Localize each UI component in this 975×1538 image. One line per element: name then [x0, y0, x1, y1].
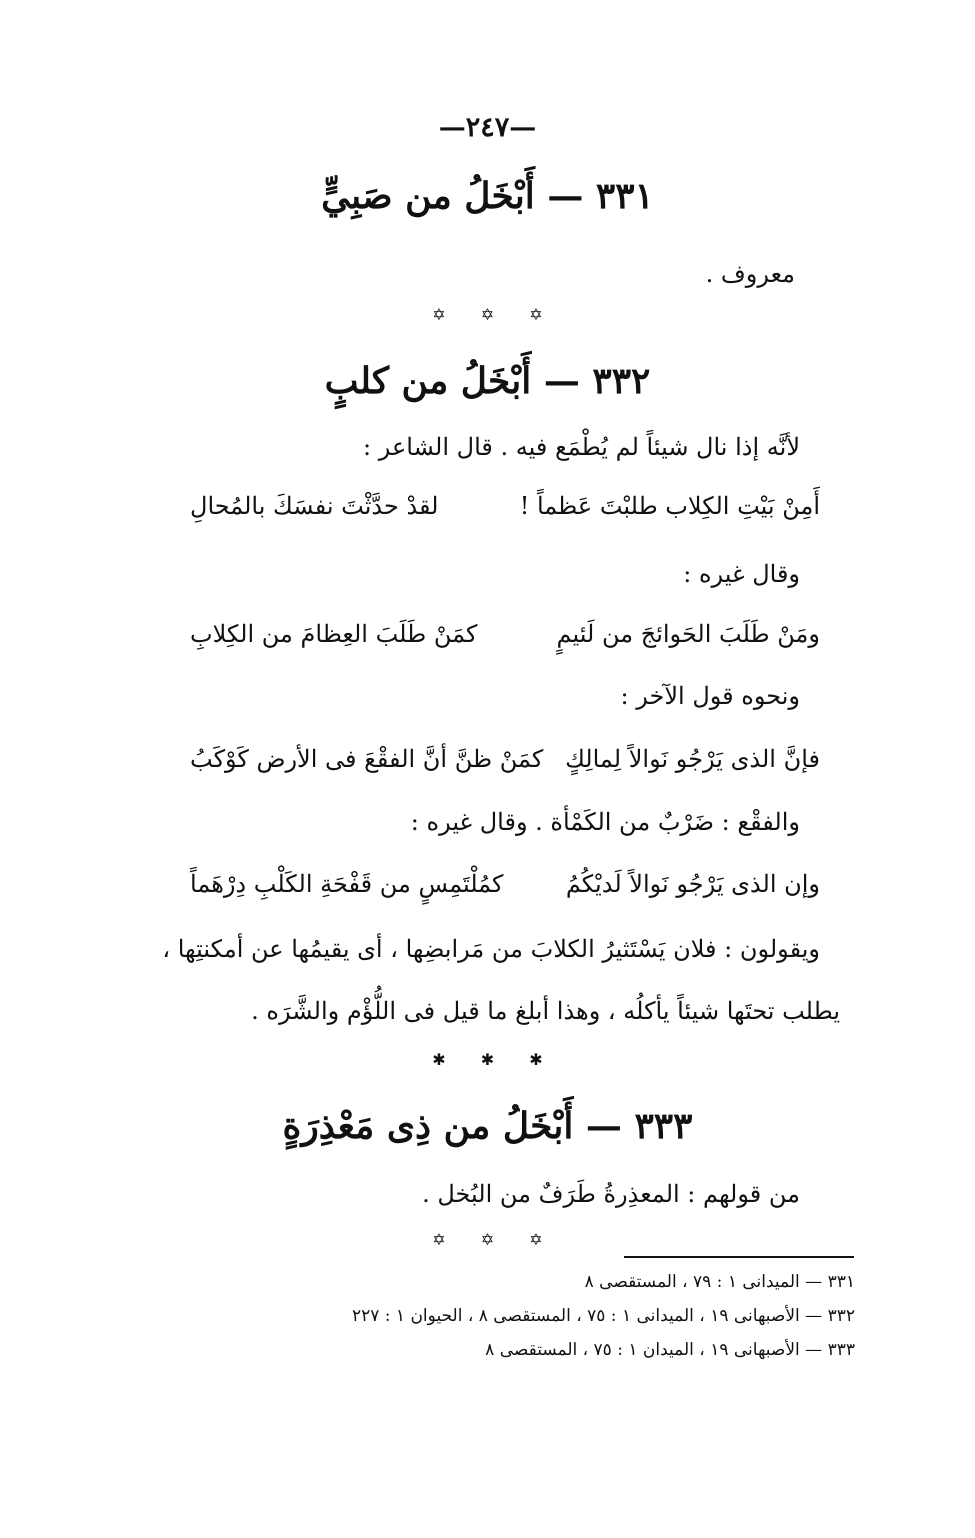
entry-333-heading: ٣٣٣ — أَبْخَلُ من ذِى مَعْذِرَةٍ [282, 1105, 693, 1147]
footnote-331: ٣٣١ — الميدانى ١ : ٧٩ ، المستقصى ٨ [584, 1272, 855, 1292]
entry-333-text: من قولهم : المعذِرةُ طَرَفٌ من البُخل . [422, 1180, 800, 1208]
separator-stars-2: ✱ ✱ ✱ [432, 1050, 543, 1069]
verse-1-second-hemistich: لقدْ حدَّثْتَ نفسَكَ بالمُحالِ [190, 492, 439, 520]
entry-332-line-4: والفقْع : ضَرْبٌ من الكَمْأة . وقال غيره : [410, 808, 800, 836]
verse-3-first-hemistich: فإنَّ الذى يَرْجُو نَوالاً لِمالِكٍ [565, 745, 820, 773]
footnote-332: ٣٣٢ — الأصبهانى ١٩ ، الميدانى ١ : ٧٥ ، المستقصى ٨ ، الحيوان ١ : ٢٢٧ [351, 1306, 855, 1326]
page-number: —٢٤٧— [438, 112, 537, 143]
entry-332-intro: لأنَّه إذا نال شيئاً لم يُطْمَع فيه . قال الشاعر : [363, 433, 800, 461]
entry-331-heading: ٣٣١ — أَبْخَلُ من صَبِيٍّ [321, 175, 654, 217]
entry-332-heading: ٣٣٢ — أَبْخَلُ من كلبٍ [324, 360, 651, 402]
entry-332-paragraph-line-1: ويقولون : فلان يَسْتَثيرُ الكلابَ من مَرابضِها ، أى يقيمُها عن أمكنتِها ، [162, 935, 820, 963]
entry-332-paragraph-line-2: يطلب تحتَها شيئاً يأكلُه ، وهذا أبلغ ما قيل فى اللُّؤْم والشَّرَه . [251, 997, 840, 1025]
separator-stars-1: ✡ ✡ ✡ [432, 305, 543, 324]
verse-1-first-hemistich: أَمِنْ بَيْتِ الكِلاب طلبْتَ عَظماً ! [519, 492, 820, 520]
separator-stars-3: ✡ ✡ ✡ [432, 1230, 543, 1249]
footnote-333: ٣٣٣ — الأصبهانى ١٩ ، الميدان ١ : ٧٥ ، المستقصى ٨ [485, 1340, 855, 1360]
verse-4-second-hemistich: كمُلْتَمِسٍ من قَفْحَةِ الكَلْبِ دِرْهَماً [190, 870, 504, 898]
entry-332-line-3: ونحوه قول الآخر : [620, 682, 800, 710]
verse-4-first-hemistich: وإن الذى يَرْجُو نَوالاً لَديْكُمُ [565, 870, 820, 898]
verse-2-second-hemistich: كمَنْ طَلَبَ العِظامَ من الكِلابِ [190, 620, 478, 648]
footnote-rule [624, 1256, 854, 1258]
verse-3-second-hemistich: كمَنْ ظنَّ أنَّ الفقْعَ فى الأرض كَوْكَبُ [190, 745, 544, 773]
entry-332-line-2: وقال غيره : [683, 560, 800, 588]
verse-2-first-hemistich: ومَنْ طَلَبَ الحَوائجَ من لَئيمٍ [556, 620, 820, 648]
entry-331-text: معروف . [705, 260, 795, 288]
